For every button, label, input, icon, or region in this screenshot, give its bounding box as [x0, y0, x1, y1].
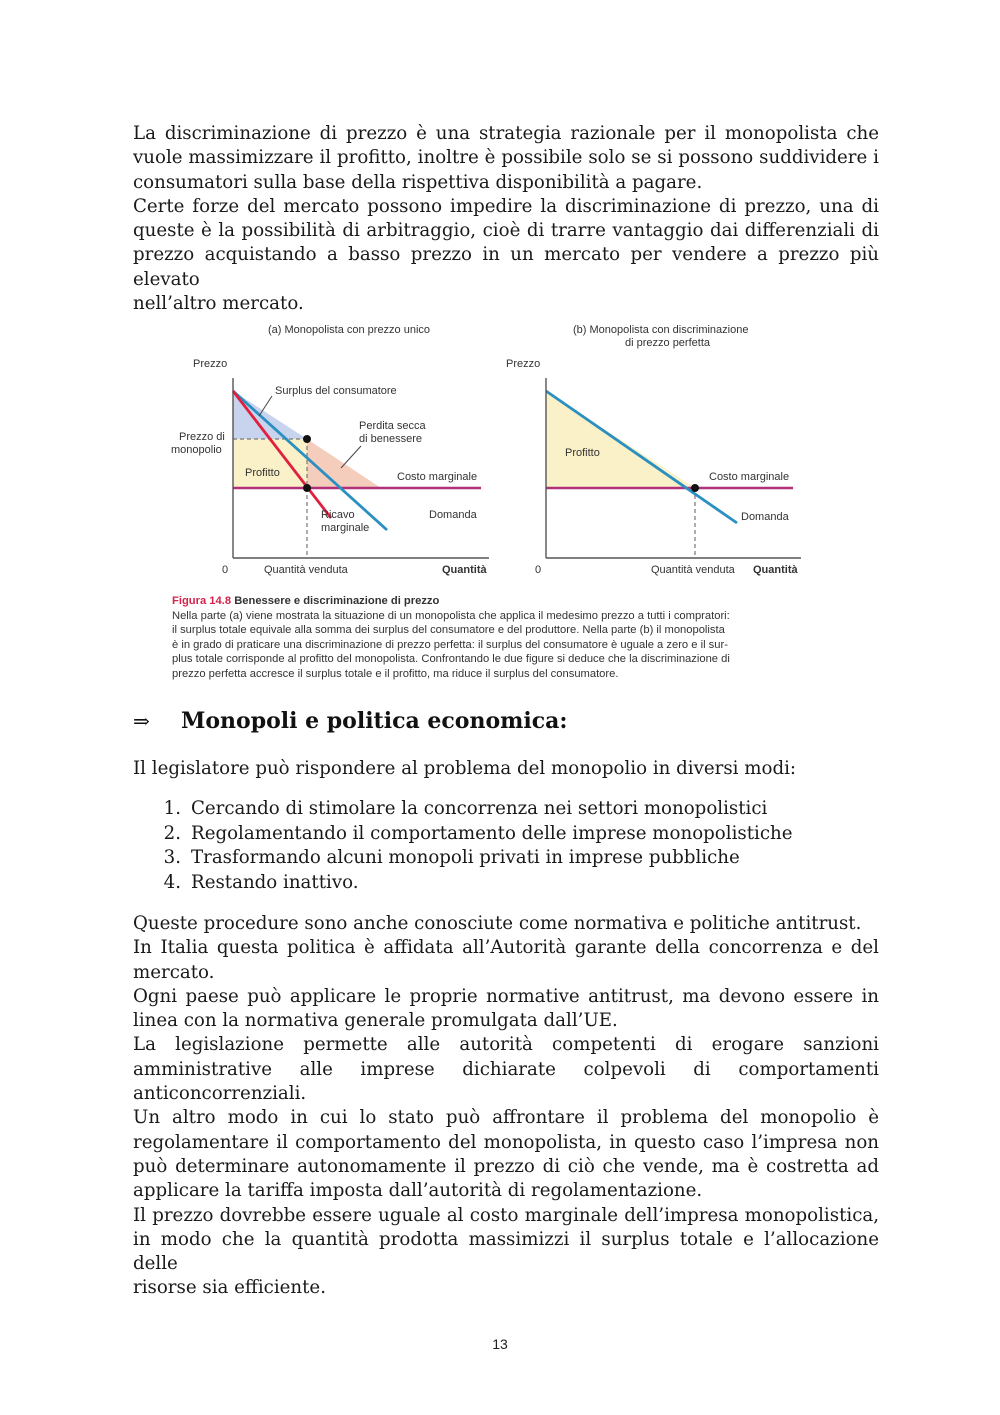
list-item [133, 871, 793, 896]
text-line: Il legislatore può rispondere al problema del monopolio in diversi modi: [133, 758, 797, 779]
text-line: Queste procedure sono anche conosciute come normativa e politiche antitrust. [133, 913, 862, 934]
list-item-text: Restando inattivo. [191, 871, 359, 893]
deadweight-loss-area [307, 439, 381, 488]
text-line: applicare la tariffa imposta dall’autorità di regolamentazione. [133, 1180, 703, 1202]
caption-title-row [172, 594, 812, 609]
text-line: in modo che la quantità prodotta massimizzi il surplus totale e l’allocazione delle [133, 1228, 879, 1275]
implies-arrow-icon: ⇒ [133, 709, 150, 733]
text-line: linea con la normativa generale promulgata dall’UE. [133, 1010, 618, 1032]
panel-b [506, 324, 801, 576]
text-line: regolamentare il comportamento del monopolista, in questo caso l’impresa non [133, 1131, 879, 1153]
demand-label-a: Domanda [429, 509, 477, 521]
figure-caption [172, 594, 812, 681]
panel-a-origin: 0 [222, 564, 229, 576]
paragraphs-antitrust [133, 912, 879, 1301]
list-item-text: Cercando di stimolare la concorrenza nei settori monopolistici [191, 798, 768, 819]
marginal-revenue-label-line1: Ricavo [321, 509, 355, 521]
text-line: amministrative alle imprese dichiarate colpevoli di comportamenti [133, 1058, 879, 1080]
figure-14-8 [165, 318, 810, 588]
monopoly-price-label-line1: Prezzo di [179, 431, 225, 443]
panel-a-x-tick: Quantità venduta [264, 564, 348, 576]
list-item [133, 846, 793, 871]
marginal-cost-label-b: Costo marginale [709, 471, 790, 483]
text-line: anticoncorrenziali. [133, 1083, 307, 1105]
list-item-number: 1. [163, 798, 181, 819]
page-number: 13 [492, 1336, 508, 1352]
text-line: La legislazione permette alle autorità competenti di erogare sanzioni [133, 1034, 879, 1056]
text-line: Certe forze del mercato possono impedire la discriminazione di prezzo, una di [133, 195, 879, 217]
list-item-number: 2. [163, 822, 181, 844]
deadweight-label-line1: Perdita secca [359, 420, 426, 432]
policy-list [133, 797, 793, 895]
text-line: risorse sia efficiente. [133, 1277, 326, 1299]
list-item-number: 4. [163, 871, 181, 893]
panel-b-title-line2: di prezzo perfetta [625, 337, 710, 349]
caption-title: Benessere e discriminazione di prezzo [234, 595, 440, 607]
panel-b-y-axis-label: Prezzo [506, 358, 541, 370]
list-item [133, 797, 793, 822]
deadweight-label-line2: di benessere [359, 433, 422, 445]
panel-b-x-tick: Quantità venduta [651, 564, 735, 576]
caption-figure-label: Figura 14.8 [172, 595, 232, 607]
section-heading [133, 708, 568, 734]
panel-a-y-axis-label: Prezzo [193, 358, 228, 370]
panel-a-x-axis-label: Quantità [442, 564, 487, 576]
profit-label-a: Profitto [245, 467, 280, 479]
list-item-text: Regolamentando il comportamento delle imprese monopolistiche [191, 822, 793, 844]
text-line: può determinare autonomamente il prezzo di ciò che vende, ma è costretta ad [133, 1155, 879, 1177]
monopoly-price-label-line2: monopolio [171, 444, 222, 456]
deadweight-pointer [341, 446, 361, 468]
text-line: vuole massimizzare il profitto, inoltre è possibile solo se si possono suddividere i [133, 147, 879, 169]
equilibrium-point-b [691, 484, 699, 492]
demand-label-b: Domanda [741, 511, 789, 523]
text-line: Il prezzo dovrebbe essere uguale al costo marginale dell’impresa monopolistica, [133, 1204, 879, 1226]
caption-line: plus totale corrisponde al profitto del monopolista. Confrontando le due figure si deduce che la discriminazione di [172, 653, 730, 665]
panel-b-title-line1: (b) Monopolista con discriminazione [573, 324, 749, 336]
panel-a [171, 324, 489, 576]
text-line: queste è la possibilità di arbitraggio, cioè di trarre vantaggio dai differenziali di [133, 220, 879, 242]
text-line: In Italia questa politica è affidata all’Autorità garante della concorrenza e del [133, 937, 879, 959]
consumer-surplus-label: Surplus del consumatore [275, 385, 397, 397]
profit-label-b: Profitto [565, 447, 600, 459]
section-heading-text: Monopoli e politica economica: [181, 708, 568, 734]
paragraph-price-discrimination [133, 122, 879, 316]
text-line: consumatori sulla base della rispettiva disponibilità a pagare. [133, 171, 703, 193]
text-line: prezzo acquistando a basso prezzo in un mercato per vendere a prezzo più elevato [133, 244, 879, 290]
list-item-number: 3. [163, 847, 181, 868]
text-line: Ogni paese può applicare le proprie normative antitrust, ma devono essere in [133, 985, 879, 1007]
list-item [133, 822, 793, 847]
text-line: Un altro modo in cui lo stato può affrontare il problema del monopolio è [133, 1107, 879, 1129]
text-line: La discriminazione di prezzo è una strategia razionale per il monopolista che [133, 123, 879, 144]
monopoly-point [303, 435, 311, 443]
caption-line: prezzo perfetta accresce il surplus totale e il profitto, ma riduce il surplus del consumatore. [172, 667, 619, 680]
caption-line: Nella parte (a) viene mostrata la situazione di un monopolista che applica il medesimo prezzo a tutti i compratori: [172, 609, 730, 622]
panel-b-origin: 0 [535, 564, 542, 576]
marginal-revenue-label-line2: marginale [321, 522, 370, 534]
mr-mc-intersection-point [303, 484, 311, 492]
panel-b-x-axis-label: Quantità [753, 564, 798, 576]
caption-line: è in grado di praticare una discriminazione di prezzo perfetta: il surplus del consumatore è uguale a zero e il sur- [172, 638, 728, 651]
panel-a-title: (a) Monopolista con prezzo unico [268, 324, 431, 336]
text-line: mercato. [133, 961, 215, 983]
text-line: nell’altro mercato. [133, 293, 304, 315]
marginal-cost-label-a: Costo marginale [397, 471, 478, 483]
caption-line: il surplus totale equivale alla somma dei surplus del consumatore e del produttore. Nella parte (b) il monopolista [172, 624, 725, 636]
section-intro [133, 757, 879, 781]
list-item-text: Trasformando alcuni monopoli privati in imprese pubbliche [191, 847, 740, 868]
